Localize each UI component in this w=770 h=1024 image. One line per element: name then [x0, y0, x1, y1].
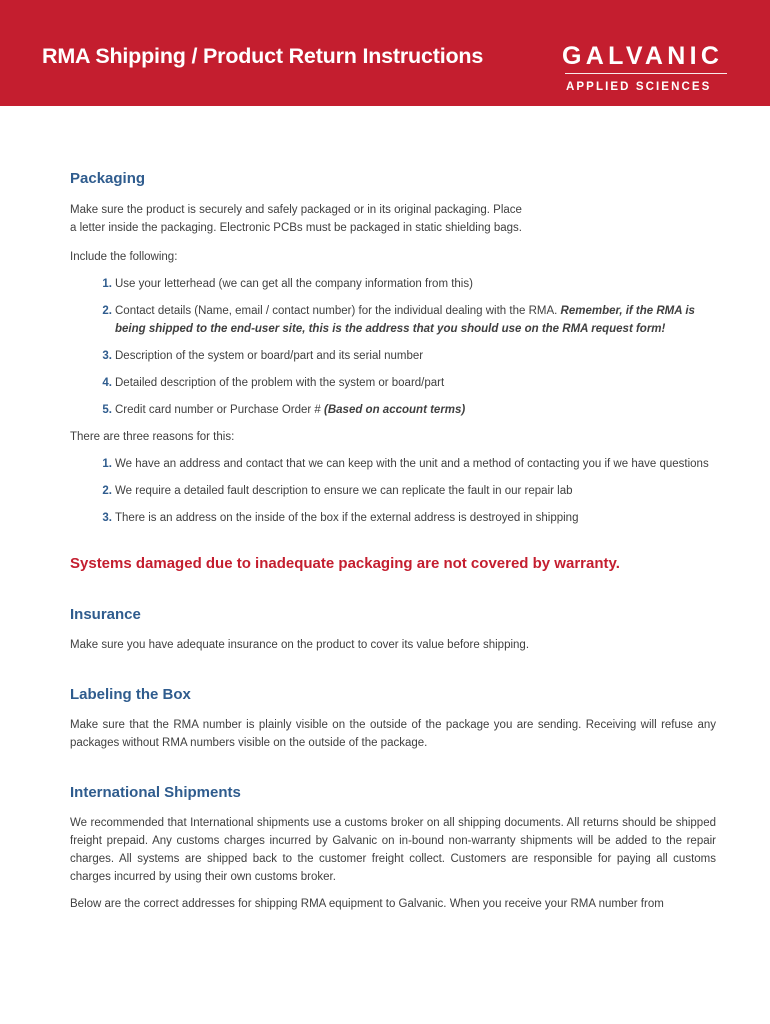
list-item: 3. Description of the system or board/part and its serial number: [102, 350, 424, 362]
international-text: We recommended that International shipments use a customs broker on all shipping documents. All returns should be shipped freight prepaid. Any customs charges incurred by Galvanic on in-bound non-warranty shipments will be added to the repair charges. All systems are shipped back to the customer freight collect. Customers are responsible for paying all customs charges incurred by using their own customs broker.: [70, 817, 716, 883]
page-title: RMA Shipping / Product Return Instructions: [42, 44, 484, 68]
list-item: 5. Credit card number or Purchase Order # (Based on account terms): [102, 404, 466, 416]
reasons-list: [70, 455, 716, 527]
section-heading-labeling: Labeling the Box: [70, 686, 191, 703]
list-item: 1. Use your letterhead (we can get all the company information from this): [102, 278, 473, 290]
section-heading-packaging: Packaging: [70, 170, 146, 187]
packaging-intro-line2: a letter inside the packaging. Electronic PCBs must be packaged in static shielding bags.: [70, 222, 522, 234]
section-heading-international: International Shipments: [70, 784, 241, 801]
include-list: [70, 275, 716, 419]
packaging-intro-line1: Make sure the product is securely and safely packaged or in its original packaging. Place: [70, 204, 522, 216]
list-item: 4. Detailed description of the problem with the system or board/part: [102, 377, 445, 389]
warranty-warning: Systems damaged due to inadequate packaging are not covered by warranty.: [70, 555, 620, 572]
company-logo: [562, 42, 730, 93]
list-item: 2. Contact details (Name, email / contact number) for the individual dealing with the RMA. Remember, if the RMA is being shipped to the end-user site, this is the address that you should use on the RMA request form!: [102, 305, 695, 335]
labeling-text: Make sure that the RMA number is plainly visible on the outside of the package you are sending. Receiving will refuse any packages without RMA numbers visible on the outside of the package.: [70, 719, 716, 749]
list-item: 3. There is an address on the inside of the box if the external address is destroyed in shipping: [102, 512, 579, 524]
insurance-text: Make sure you have adequate insurance on the product to cover its value before shipping.: [70, 639, 530, 651]
logo-tagline: APPLIED SCIENCES: [566, 81, 712, 93]
international-text-2: Below are the correct addresses for shipping RMA equipment to Galvanic. When you receive your RMA number from: [70, 898, 664, 910]
list-item: 2. We require a detailed fault description to ensure we can replicate the fault in our repair lab: [102, 485, 573, 497]
document-body: [70, 169, 716, 913]
section-heading-insurance: Insurance: [70, 606, 141, 623]
list-item: 1. We have an address and contact that we can keep with the unit and a method of contacting you if we have questions: [102, 458, 709, 470]
reasons-label: There are three reasons for this:: [70, 431, 235, 443]
logo-divider: [565, 73, 727, 74]
include-label: Include the following:: [70, 251, 178, 263]
logo-wordmark: GALVANIC: [562, 42, 724, 70]
header-banner: [0, 0, 770, 106]
